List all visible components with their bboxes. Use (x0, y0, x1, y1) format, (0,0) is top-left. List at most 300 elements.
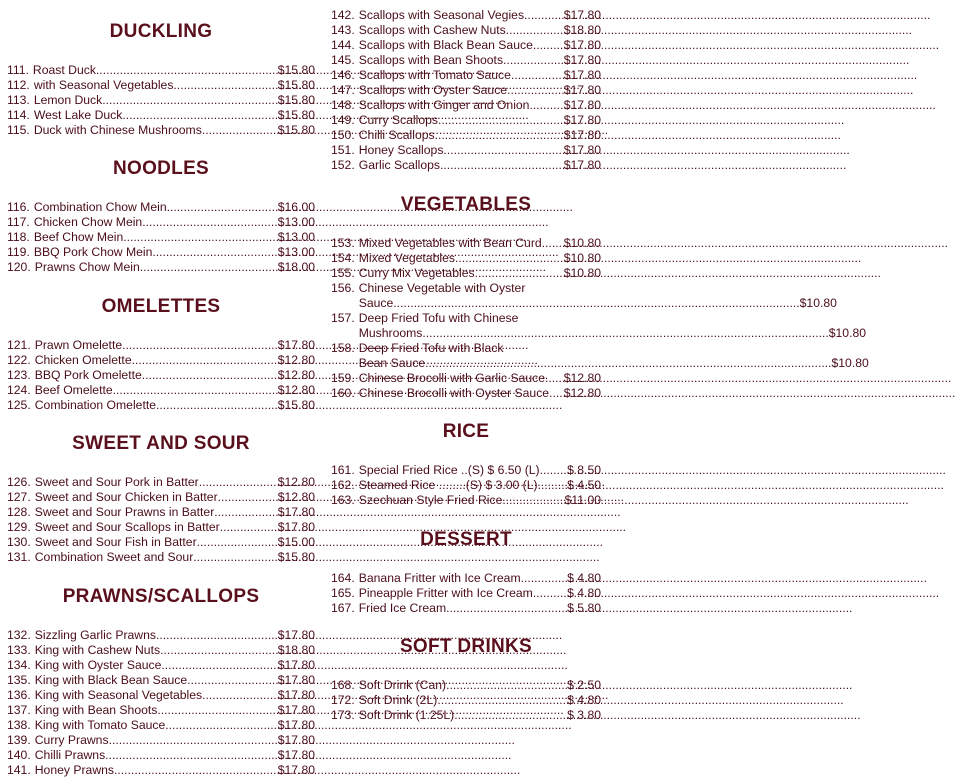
dot-leader (160, 643, 278, 658)
dot-leader (165, 718, 277, 733)
item-name: Curry Mix Vegetables (358, 265, 475, 280)
item-name: BBQ Pork Chow Mein (33, 245, 153, 260)
item-price: $17.80 (563, 8, 601, 22)
item-name: King with Tomato Sauce (34, 717, 166, 732)
item-name: Scallops with Bean Shoots (358, 53, 504, 67)
item-number: 154. (331, 250, 355, 265)
menu-item (7, 688, 315, 703)
menu-item (7, 658, 315, 673)
item-number: 137. (7, 702, 31, 717)
menu-item (331, 693, 601, 708)
item-number: 158. (331, 340, 355, 355)
dot-leader (142, 215, 278, 230)
section-heading: NOODLES (112, 158, 210, 180)
item-name: King with Black Bean Sauce (34, 672, 188, 687)
item-price: $17.80 (563, 53, 601, 67)
item-name: Lemon Duck (33, 92, 103, 107)
dot-leader (435, 128, 564, 143)
dot-leader (202, 123, 278, 138)
menu-item (7, 368, 315, 383)
item-number: 116. (7, 200, 30, 215)
item-number: 123. (7, 367, 31, 382)
menu-item (331, 678, 601, 693)
menu-item (331, 266, 601, 281)
item-number: 134. (7, 657, 31, 672)
item-list (7, 338, 315, 413)
item-price: $17.80 (277, 747, 315, 762)
dot-leader (475, 266, 564, 281)
item-name: Soft Drink (Can) (358, 678, 447, 693)
dot-leader (142, 368, 278, 383)
item-name: Pineapple Fritter with Ice Cream (358, 585, 533, 600)
item-name-continued: Bean Sauce (358, 355, 426, 370)
item-name: King with Cashew Nuts (34, 642, 161, 657)
dot-leader (220, 520, 278, 535)
item-price: $18.80 (277, 642, 315, 657)
item-name: West Lake Duck (33, 107, 123, 122)
dot-leader (545, 371, 564, 386)
menu-item (331, 371, 601, 386)
menu-item (331, 310, 867, 341)
menu-item (331, 601, 601, 616)
item-number: 148. (331, 98, 355, 112)
item-price: $10.80 (563, 250, 601, 265)
item-number: 128. (7, 505, 31, 520)
section-omelettes (7, 291, 315, 413)
dot-leader (524, 8, 564, 23)
item-price: $10.80 (799, 295, 837, 310)
item-price: $17.80 (563, 143, 601, 157)
item-price: $13.00 (277, 215, 315, 230)
item-name: Banana Fritter with Ice Cream (358, 570, 521, 585)
dot-leader (446, 678, 567, 693)
item-number: 119. (7, 245, 30, 260)
item-name: Chinese Brocolli with Garlic Sauce (358, 370, 546, 385)
item-list (331, 463, 601, 508)
menu-item (7, 763, 315, 778)
item-number: 124. (7, 382, 31, 397)
item-price: $17.80 (563, 113, 601, 127)
menu-item (7, 475, 315, 490)
item-price: $17.80 (277, 657, 315, 672)
item-number: 172. (331, 693, 355, 708)
dot-leader (454, 708, 567, 723)
item-number: 163. (331, 493, 355, 508)
item-price: $17.80 (277, 520, 315, 535)
item-list (7, 63, 315, 138)
item-price: $10.80 (563, 265, 601, 280)
item-number: 140. (7, 747, 31, 762)
menu-item (331, 68, 601, 83)
section-heading: RICE (442, 421, 490, 443)
menu-item (331, 113, 601, 128)
menu-column-right (331, 0, 869, 723)
item-name: Szechuan Style Fried Rice (358, 493, 503, 508)
dot-leader (218, 490, 278, 505)
item-price: $17.80 (277, 702, 315, 717)
menu-column-left (7, 0, 315, 778)
menu-item (7, 520, 315, 535)
item-price: $ 8.50 (567, 463, 601, 478)
item-number: 115. (7, 122, 30, 137)
section-dessert (331, 524, 601, 616)
section-heading: PRAWNS/SCALLOPS (62, 585, 260, 607)
item-name: Chicken Omelette (34, 352, 132, 367)
item-name: Sweet and Sour Chicken in Batter (34, 490, 218, 505)
item-price: $12.80 (563, 370, 601, 385)
dot-leader (123, 230, 277, 245)
item-number: 159. (331, 370, 355, 385)
item-number: 125. (7, 397, 31, 412)
item-name: Deep Fried Tofu with Black (358, 340, 504, 355)
menu-item (7, 490, 315, 505)
section-soft-drinks (331, 631, 601, 723)
item-list (7, 475, 315, 565)
menu-item (7, 108, 315, 123)
dot-leader (533, 38, 564, 53)
menu-item (331, 280, 837, 311)
item-name: Sweet and Sour Prawns in Batter (34, 505, 215, 520)
item-name: Combination Omelette (34, 397, 156, 412)
item-name: Honey Prawns (34, 762, 114, 777)
item-name: Scallops with Cashew Nuts (358, 23, 506, 37)
section-prawns-scallops (7, 581, 315, 778)
item-name: Combination Chow Mein (33, 200, 167, 215)
item-number: 145. (331, 53, 355, 67)
dot-leader (156, 628, 278, 643)
item-name: Soft Drink (2L) (358, 693, 438, 708)
section-heading: OMELETTES (101, 295, 221, 317)
menu-item (7, 215, 315, 230)
dot-leader (197, 535, 278, 550)
menu-item (331, 158, 601, 173)
item-name: King with Seasonal Vegetables (34, 687, 203, 702)
item-number: 151. (331, 143, 355, 157)
item-name: Mixed Vegetables with Bean Curd (358, 235, 542, 250)
section-rice (331, 416, 601, 508)
item-number: 118. (7, 230, 30, 245)
menu-item (7, 718, 315, 733)
item-name-line2 (359, 326, 866, 341)
dot-leader (549, 386, 564, 401)
item-number: 112. (7, 77, 30, 92)
dot-leader (113, 383, 278, 398)
item-name: Duck with Chinese Mushrooms (33, 122, 202, 137)
item-name: Mixed Vegetables (358, 250, 455, 265)
dot-leader (425, 356, 831, 371)
item-price: $12.80 (277, 352, 315, 367)
item-name: Chinese Vegetable with Oyster (358, 280, 526, 295)
item-number: 114. (7, 107, 30, 122)
item-number: 157. (331, 310, 355, 325)
item-number: 133. (7, 642, 31, 657)
item-number: 127. (7, 490, 31, 505)
item-price: $17.80 (277, 687, 315, 702)
item-number: 120. (7, 260, 31, 275)
item-price: $17.80 (563, 98, 601, 112)
item-price: $12.80 (277, 367, 315, 382)
item-price: $17.80 (563, 158, 601, 172)
item-name-continued: Mushrooms (358, 325, 423, 340)
dot-leader (521, 571, 567, 586)
dot-leader (122, 338, 278, 353)
item-price: $15.80 (277, 550, 315, 565)
item-name: Honey Scallops (358, 143, 444, 157)
dot-leader (187, 673, 278, 688)
item-name: Roast Duck (32, 62, 96, 77)
menu-item (7, 260, 315, 275)
item-price: $15.80 (277, 107, 315, 122)
dot-leader (132, 353, 278, 368)
item-price: $17.80 (563, 83, 601, 97)
menu-item (331, 23, 601, 38)
dot-leader (393, 296, 799, 311)
menu-item (7, 748, 315, 763)
dot-leader (440, 158, 564, 173)
item-number: 143. (331, 23, 355, 37)
menu-item (331, 128, 601, 143)
item-price: $10.80 (828, 325, 867, 340)
menu-item (7, 673, 315, 688)
item-number: 135. (7, 672, 31, 687)
item-list (7, 200, 315, 275)
item-name-continued: Sauce (358, 295, 394, 310)
item-name: Scallops with Seasonal Vegies (358, 8, 525, 22)
dot-leader (446, 601, 567, 616)
item-price: $10.80 (831, 355, 869, 370)
menu-item (331, 38, 601, 53)
item-price: $12.80 (563, 385, 601, 400)
item-list (331, 678, 601, 723)
dot-leader (502, 493, 564, 508)
dot-leader (140, 260, 278, 275)
dot-leader (193, 550, 277, 565)
item-name: Prawn Omelette (34, 337, 123, 352)
item-price: $15.00 (277, 535, 315, 550)
menu-item (7, 383, 315, 398)
item-list (331, 235, 869, 401)
menu-item (7, 63, 315, 78)
item-price: $13.00 (277, 230, 315, 245)
item-name: Steamed Rice ........(S) $ 3.00 (L) (358, 478, 538, 493)
menu-item (331, 143, 601, 158)
item-number: 147. (331, 83, 355, 97)
item-name: Sweet and Sour Pork in Batter (34, 475, 199, 490)
item-number: 113. (7, 92, 30, 107)
item-price: $17.80 (277, 337, 315, 352)
section-vegetables (331, 189, 869, 401)
item-name: with Seasonal Vegetables (33, 77, 174, 92)
item-price: $17.80 (277, 672, 315, 687)
item-name: Scallops with Tomato Sauce (358, 68, 511, 82)
dot-leader (202, 688, 278, 703)
item-list (331, 571, 601, 616)
menu-item (7, 245, 315, 260)
item-price: $18.80 (563, 23, 601, 37)
item-list (331, 8, 601, 173)
section-duckling (7, 16, 315, 138)
dot-leader (540, 463, 568, 478)
item-price: $ 5.80 (567, 600, 601, 615)
item-list (7, 628, 315, 778)
menu-item (7, 93, 315, 108)
dot-leader (102, 93, 277, 108)
item-name-line2 (359, 296, 837, 311)
menu-item (7, 123, 315, 138)
item-price: $18.00 (277, 260, 315, 275)
item-price: $17.80 (563, 128, 601, 142)
item-price: $ 4.80 (567, 693, 601, 708)
item-number: 146. (331, 68, 355, 82)
section-heading: DUCKLING (109, 20, 213, 42)
item-number: 141. (7, 762, 31, 777)
item-number: 168. (331, 678, 355, 693)
section-heading: VEGETABLES (400, 193, 532, 215)
dot-leader (96, 63, 278, 78)
item-name-block (359, 281, 837, 311)
dot-leader (114, 763, 278, 778)
item-price: $17.80 (563, 38, 601, 52)
dot-leader (529, 98, 563, 113)
item-price: $ 4.80 (567, 585, 601, 600)
item-number: 167. (331, 600, 355, 615)
item-number: 144. (331, 38, 355, 52)
item-number: 149. (331, 113, 355, 127)
section-noodles (7, 153, 315, 275)
dot-leader (533, 586, 567, 601)
menu-item (7, 200, 315, 215)
item-name-line2 (359, 356, 869, 371)
dot-leader (173, 78, 277, 93)
dot-leader (506, 23, 564, 38)
item-name: Sweet and Sour Scallops in Batter (34, 520, 220, 535)
item-number: 132. (7, 627, 31, 642)
item-name: Scallops with Ginger and Onion (358, 98, 530, 112)
item-number: 142. (331, 8, 355, 22)
dot-leader (161, 658, 277, 673)
item-price: $15.80 (277, 397, 315, 412)
item-price: $ 4.80 (567, 570, 601, 585)
item-number: 126. (7, 475, 31, 490)
menu-item (7, 535, 315, 550)
item-price: $10.80 (563, 235, 601, 250)
item-name: Beef Chow Mein (33, 230, 124, 245)
menu-item (331, 83, 601, 98)
item-number: 165. (331, 585, 355, 600)
menu-item (331, 386, 601, 401)
menu-item (7, 733, 315, 748)
menu-item (7, 550, 315, 565)
item-number: 153. (331, 235, 355, 250)
dot-leader (542, 236, 564, 251)
item-name: Chilli Scallops (358, 128, 435, 142)
menu-item (7, 703, 315, 718)
item-number: 136. (7, 687, 31, 702)
dot-leader (156, 398, 278, 413)
item-price: $12.80 (277, 490, 315, 505)
section-sweet-and-sour (7, 428, 315, 565)
menu-item (7, 643, 315, 658)
item-number: 139. (7, 732, 31, 747)
item-name: Chilli Prawns (34, 747, 106, 762)
menu-item (331, 571, 601, 586)
section-heading: DESSERT (420, 528, 512, 550)
item-name: King with Bean Shoots (34, 702, 158, 717)
item-price: $15.80 (277, 77, 315, 92)
item-name: Combination Sweet and Sour (34, 550, 194, 565)
item-number: 117. (7, 215, 30, 230)
item-name: Sweet and Sour Fish in Batter (34, 535, 197, 550)
menu-item (331, 708, 601, 723)
item-price: $17.80 (277, 717, 315, 732)
menu-item (7, 78, 315, 93)
item-name: King with Oyster Sauce (34, 657, 162, 672)
dot-leader (105, 748, 278, 763)
section-scallops-continued (331, 0, 601, 173)
item-name-block (359, 341, 869, 371)
item-name: Soft Drink (1.25L) (358, 708, 455, 723)
item-price: $17.80 (277, 505, 315, 520)
menu-item (331, 236, 601, 251)
menu-item (331, 98, 601, 113)
menu-item (331, 493, 601, 508)
menu-item (7, 505, 315, 520)
dot-leader (109, 733, 278, 748)
dot-leader (152, 245, 277, 260)
item-name: Deep Fried Tofu with Chinese (358, 310, 519, 325)
item-price: $15.80 (277, 92, 315, 107)
dot-leader (511, 68, 564, 83)
item-price: $12.80 (277, 475, 315, 490)
dot-leader (503, 53, 564, 68)
item-price: $ 2.50 (567, 678, 601, 693)
item-price: $17.80 (277, 762, 315, 777)
item-price: $13.00 (277, 245, 315, 260)
item-name: Fried Ice Cream (358, 600, 447, 615)
item-number: 150. (331, 128, 355, 142)
item-price: $17.80 (277, 732, 315, 747)
item-name: Scallops with Oyster Sauce (358, 83, 508, 97)
menu-item (7, 338, 315, 353)
dot-leader (422, 326, 828, 341)
menu-item (331, 8, 601, 23)
dot-leader (157, 703, 277, 718)
item-price: $ 3.80 (567, 708, 601, 723)
menu-item (7, 398, 315, 413)
item-name: Chicken Chow Mein (33, 215, 143, 230)
item-price: $17.80 (563, 68, 601, 82)
item-number: 160. (331, 385, 355, 400)
dot-leader (167, 200, 278, 215)
item-name: Sizzling Garlic Prawns (34, 627, 156, 642)
item-price: $16.00 (277, 200, 315, 215)
item-price: $ 4.50 (567, 478, 601, 493)
dot-leader (122, 108, 277, 123)
section-heading: SWEET AND SOUR (72, 433, 250, 455)
menu-item (331, 586, 601, 601)
item-name: Garlic Scallops (358, 158, 441, 172)
menu-item (331, 251, 601, 266)
item-number: 164. (331, 570, 355, 585)
menu-item (331, 53, 601, 68)
item-price: $11.00 (564, 493, 601, 508)
item-name: Curry Scallops (358, 113, 438, 127)
item-number: 138. (7, 717, 31, 732)
item-number: 162. (331, 478, 355, 493)
dot-leader (538, 478, 568, 493)
dot-leader (443, 143, 563, 158)
item-name: Beef Omelette (34, 382, 113, 397)
